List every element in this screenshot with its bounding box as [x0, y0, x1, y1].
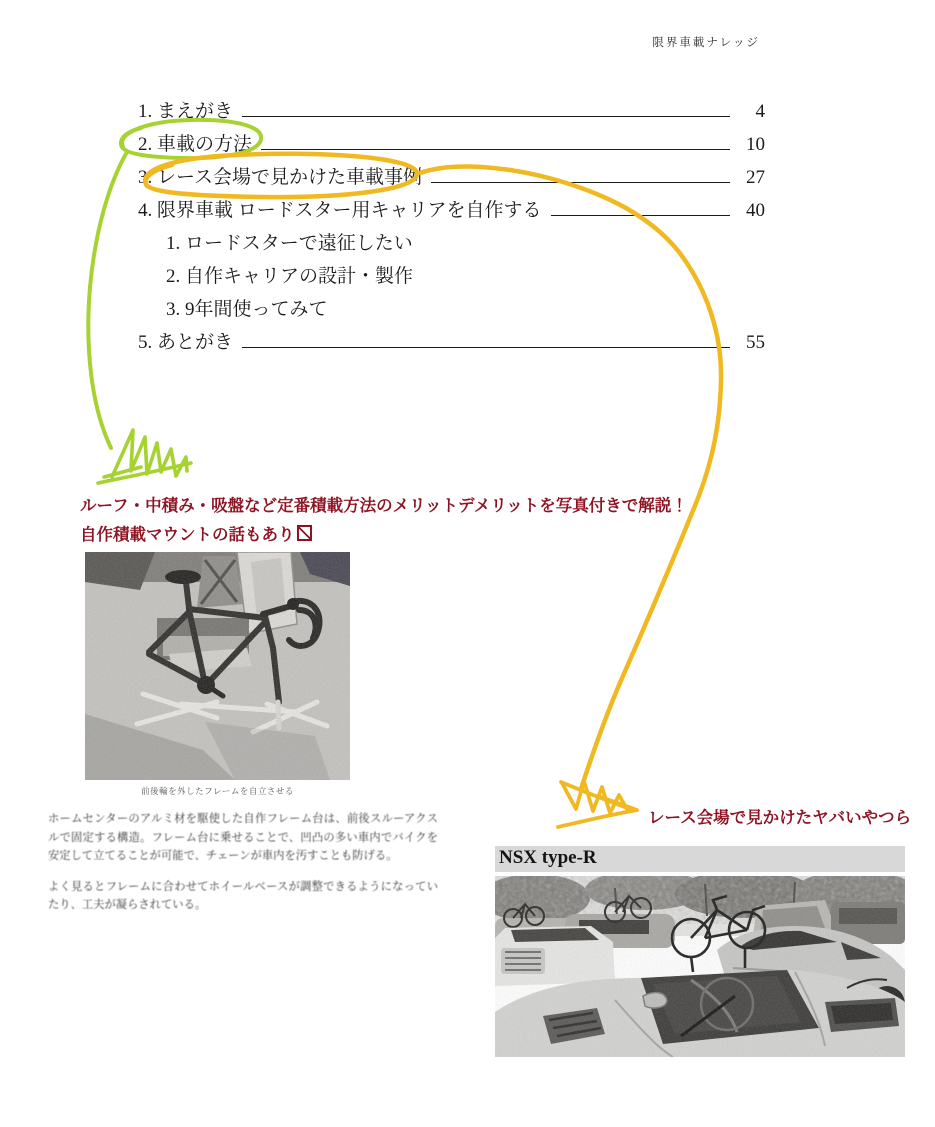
nsx-section-heading: NSX type-R [495, 846, 905, 872]
toc-page-number: 40 [746, 200, 765, 221]
toc-subitem-label: 3. 9年間使ってみて [166, 299, 328, 320]
toc-page-number: 4 [755, 101, 765, 122]
body-paragraph-2: よく見るとフレームに合わせてホイールベースが調整できるようになっていたり、工夫が凝らされている。 [48, 880, 438, 912]
bike-frame-figure [85, 552, 350, 797]
toc-subitem-nine-years [138, 289, 765, 322]
toc-leader-line [431, 182, 730, 183]
body-text-block [48, 810, 438, 927]
toc-leader-line [242, 347, 730, 348]
green-arrowhead-scribble [112, 430, 187, 477]
toc-subitem-roadster [138, 223, 765, 256]
annotation-note-green-target [80, 492, 688, 550]
bike-photo-caption: 前後輪を外したフレームを自立させる [141, 786, 294, 796]
toc-subitem-design [138, 256, 765, 289]
annotation-line-1: ルーフ・中積み・吸盤など定番積載方法のメリットデメリットを写真付きで解説！ [80, 497, 688, 515]
annotation-note-yellow-target: レース会場で見かけたヤバいやつら [648, 809, 912, 827]
bike-frame-photo [85, 552, 350, 780]
toc-item-label: 2. 車載の方法 [138, 134, 253, 155]
toc-item-atogaki [138, 322, 765, 355]
toc-subitem-label: 2. 自作キャリアの設計・製作 [166, 266, 414, 287]
yellow-arrowhead-base [558, 782, 637, 827]
body-paragraph-1: ホームセンターのアルミ材を駆使した自作フレーム台は、前後スルーアクスルで固定する構造。フレーム台に乗せることで、凹凸の多い車内でバイクを安定して立てることが可能で、チェーンが車内を汚すことも防げる。 [48, 813, 438, 863]
tofu-box-glyph [297, 525, 312, 541]
toc-page-number: 27 [746, 167, 765, 188]
toc-subitem-label: 1. ロードスターで遠征したい [166, 233, 413, 254]
toc-item-race-venue [138, 157, 765, 190]
toc-item-label: 5. あとがき [138, 332, 234, 353]
green-arrow-curve [88, 152, 127, 448]
toc-item-label: 4. 限界車載 ロードスター用キャリアを自作する [138, 200, 542, 221]
nsx-parking-photo [495, 876, 905, 1057]
nsx-parking-photo-figure [495, 876, 905, 1057]
page-header-title: 限界車載ナレッジ [652, 37, 760, 49]
toc-leader-line [261, 149, 730, 150]
toc-item-shasai-method [138, 124, 765, 157]
annotation-line-2-text: 自作積載マウントの話もあり [80, 526, 295, 544]
green-arrowhead-base [98, 463, 191, 483]
toc-leader-line [242, 116, 730, 117]
yellow-arrowhead-scribble [562, 781, 628, 813]
toc-item-label: 3. レース会場で見かけた車載事例 [138, 167, 423, 188]
toc-item-maegaki [138, 91, 765, 124]
toc-page-number: 55 [746, 332, 765, 353]
toc-page-number: 10 [746, 134, 765, 155]
table-of-contents [138, 91, 765, 355]
toc-leader-line [551, 215, 730, 216]
annotation-line-2 [80, 521, 688, 550]
toc-item-carrier-diy [138, 190, 765, 223]
toc-item-label: 1. まえがき [138, 101, 234, 122]
